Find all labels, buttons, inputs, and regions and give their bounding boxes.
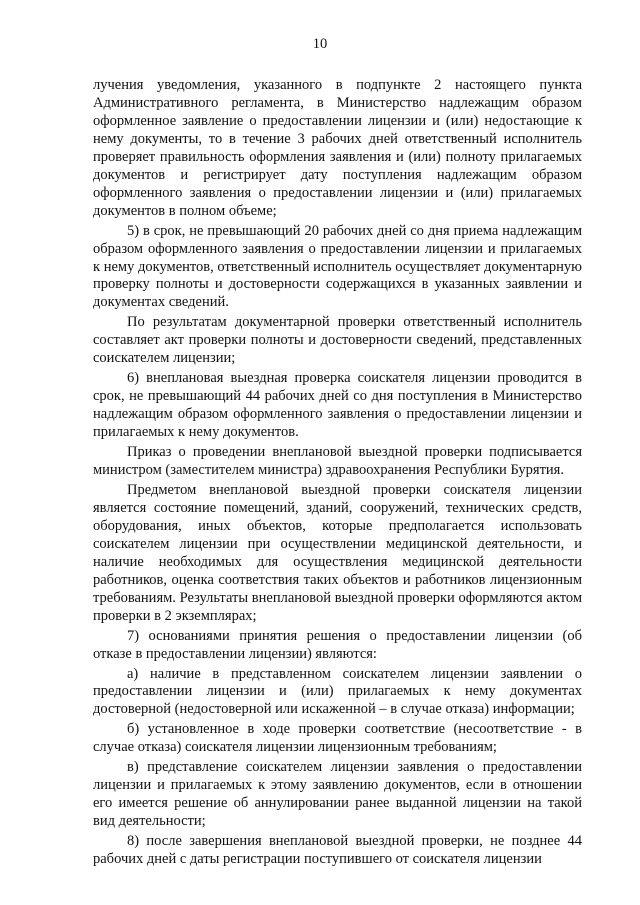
paragraph-item-6: 6) внеплановая выездная проверка соискателя лицензии проводится в срок, не превышающий 44 рабочих дней со дня поступления в Министерство надлежащим образом оформленного заявления о предоставлении лицензии и прилагаемых к нему документов. bbox=[93, 370, 582, 441]
document-body bbox=[93, 77, 582, 869]
paragraph-continuation: лучения уведомления, указанного в подпункте 2 настоящего пункта Административного регламента, в Министерство надлежащим образом оформленное заявление о предоставлении лицензии и (или) недостающие к нему документы, то в течение 3 рабочих дней ответственный исполнитель проверяет правильность оформления заявления и (или) полноту прилагаемых документов и регистрирует дату поступления надлежащим образом оформленного заявления о предоставлении лицензии и (или) прилагаемых документов в полном объеме; bbox=[93, 77, 582, 219]
paragraph-item-7a: а) наличие в представленном соискателем лицензии заявлении о предоставлении лицензии и (или) прилагаемых к нему документах достоверной (недостоверной или искаженной – в случае отказа) информации; bbox=[93, 665, 582, 718]
paragraph-item-7b: б) установленное в ходе проверки соответствие (несоответствие - в случае отказа) соискателя лицензии лицензионным требованиям; bbox=[93, 721, 582, 756]
paragraph-item-5: 5) в срок, не превышающий 20 рабочих дней со дня приема надлежащим образом оформленного заявления о предоставлении лицензии и прилагаемых к нему документов, ответственный исполнитель осуществляет документарную проверку полноты и достоверности содержащихся в указанных заявлении и документах сведений. bbox=[93, 222, 582, 311]
paragraph-inspection-order: Приказ о проведении внеплановой выездной проверки подписывается министром (заместителем министра) здравоохранения Республики Бурятия. bbox=[93, 444, 582, 479]
paragraph-inspection-subject: Предметом внеплановой выездной проверки соискателя лицензии является состояние помещений, зданий, сооружений, технических средств, оборудования, иных объектов, которые предполагается использовать соискателем лицензии при осуществлении медицинской деятельности, и наличие необходимых для осуществления медицинской деятельности работников, оценка соответствия таких объектов и работников лицензионным требованиям. Результаты внеплановой выездной проверки оформляются актом проверки в 2 экземплярах; bbox=[93, 481, 582, 624]
paragraph-item-7v: в) представление соискателем лицензии заявления о предоставлении лицензии и прилагаемых к этому заявлению документов, если в отношении его имеется решение об аннулировании ранее выданной лицензии на такой вид деятельности; bbox=[93, 759, 582, 830]
paragraph-item-8: 8) после завершения внеплановой выездной проверки, не позднее 44 рабочих дней с даты регистрации поступившего от соискателя лицензии bbox=[93, 833, 582, 868]
paragraph-item-7: 7) основаниями принятия решения о предоставлении лицензии (об отказе в предоставлении лицензии) являются: bbox=[93, 627, 582, 662]
page-number: 10 bbox=[312, 36, 328, 52]
paragraph-documentary-check-result: По результатам документарной проверки ответственный исполнитель составляет акт проверки полноты и достоверности сведений, представленных соискателем лицензии; bbox=[93, 314, 582, 367]
